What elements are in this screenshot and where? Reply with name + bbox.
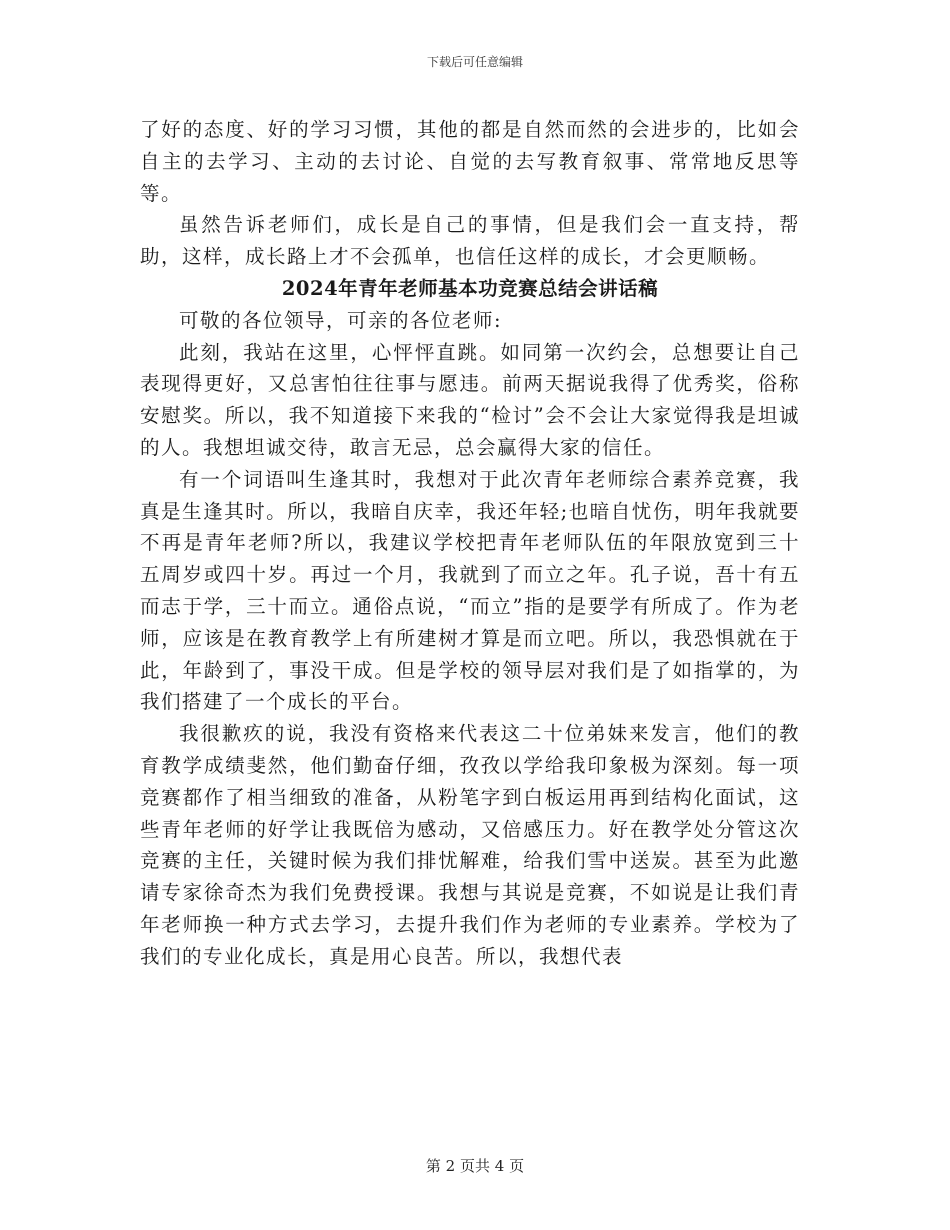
paragraph-greeting: 可敬的各位领导，可亲的各位老师: xyxy=(179,308,503,332)
paragraph-timing: 有一个词语叫生逢其时，我想对于此次青年老师综合素养竞赛，我真是生逢其时。所以，我暗自庆幸，我还年轻;也暗自忧伤，明年我就要不再是青年老师?所以，我建议学校把青年老师队伍的年限放宽到三十五周岁或四十岁。再过一个月，我就到了而立之年。孔子说，吾十有五而志于学，三十而立。通俗点说，“而立”指的是要学有所成了。作为老师，应该是在教育教学上有所建树才算是而立吧。所以，我恐惧就在于此，年龄到了，事没干成。但是学校的领导层对我们是了如指掌的，为我们搭建了一个成长的平台。 xyxy=(140,467,800,714)
page-number: 第 2 页共 4 页 xyxy=(425,1157,525,1175)
paragraph-continued: 了好的态度、好的学习习惯，其他的都是自然而然的会进步的，比如会自主的去学习、主动的去讨论、自觉的去写教育叙事、常常地反思等等。 xyxy=(140,118,800,205)
paragraph-growth-support: 虽然告诉老师们，成长是自己的事情，但是我们会一直支持，帮助，这样，成长路上才不会孤单，也信任这样的成长，才会更顺畅。 xyxy=(140,213,800,269)
speech-title: 2024年青年老师基本功竞赛总结会讲话稿 xyxy=(281,276,659,300)
paragraph-opening: 此刻，我站在这里，心怦怦直跳。如同第一次约会，总想要让自己表现得更好，又总害怕往往事与愿违。前两天据说我得了优秀奖，俗称安慰奖。所以，我不知道接下来我的“检讨”会不会让大家觉得我是坦诚的人。我想坦诚交待，敢言无忌，总会赢得大家的信任。 xyxy=(140,340,800,459)
page-header-note: 下载后可任意编辑 xyxy=(426,55,523,69)
document-body xyxy=(140,114,800,973)
paragraph-gratitude: 我很歉疚的说，我没有资格来代表这二十位弟妹来发言，他们的教育教学成绩斐然，他们勤奋仔细，孜孜以学给我印象极为深刻。每一项竞赛都作了相当细致的准备，从粉笔字到白板运用再到结构化面试，这些青年老师的好学让我既倍为感动，又倍感压力。好在教学处分管这次竞赛的主任，关键时候为我们排忧解难，给我们雪中送炭。甚至为此邀请专家徐奇杰为我们免费授课。我想与其说是竞赛，不如说是让我们青年老师换一种方式去学习，去提升我们作为老师的专业素养。学校为了我们的专业化成长，真是用心良苦。所以，我想代表 xyxy=(140,722,800,968)
